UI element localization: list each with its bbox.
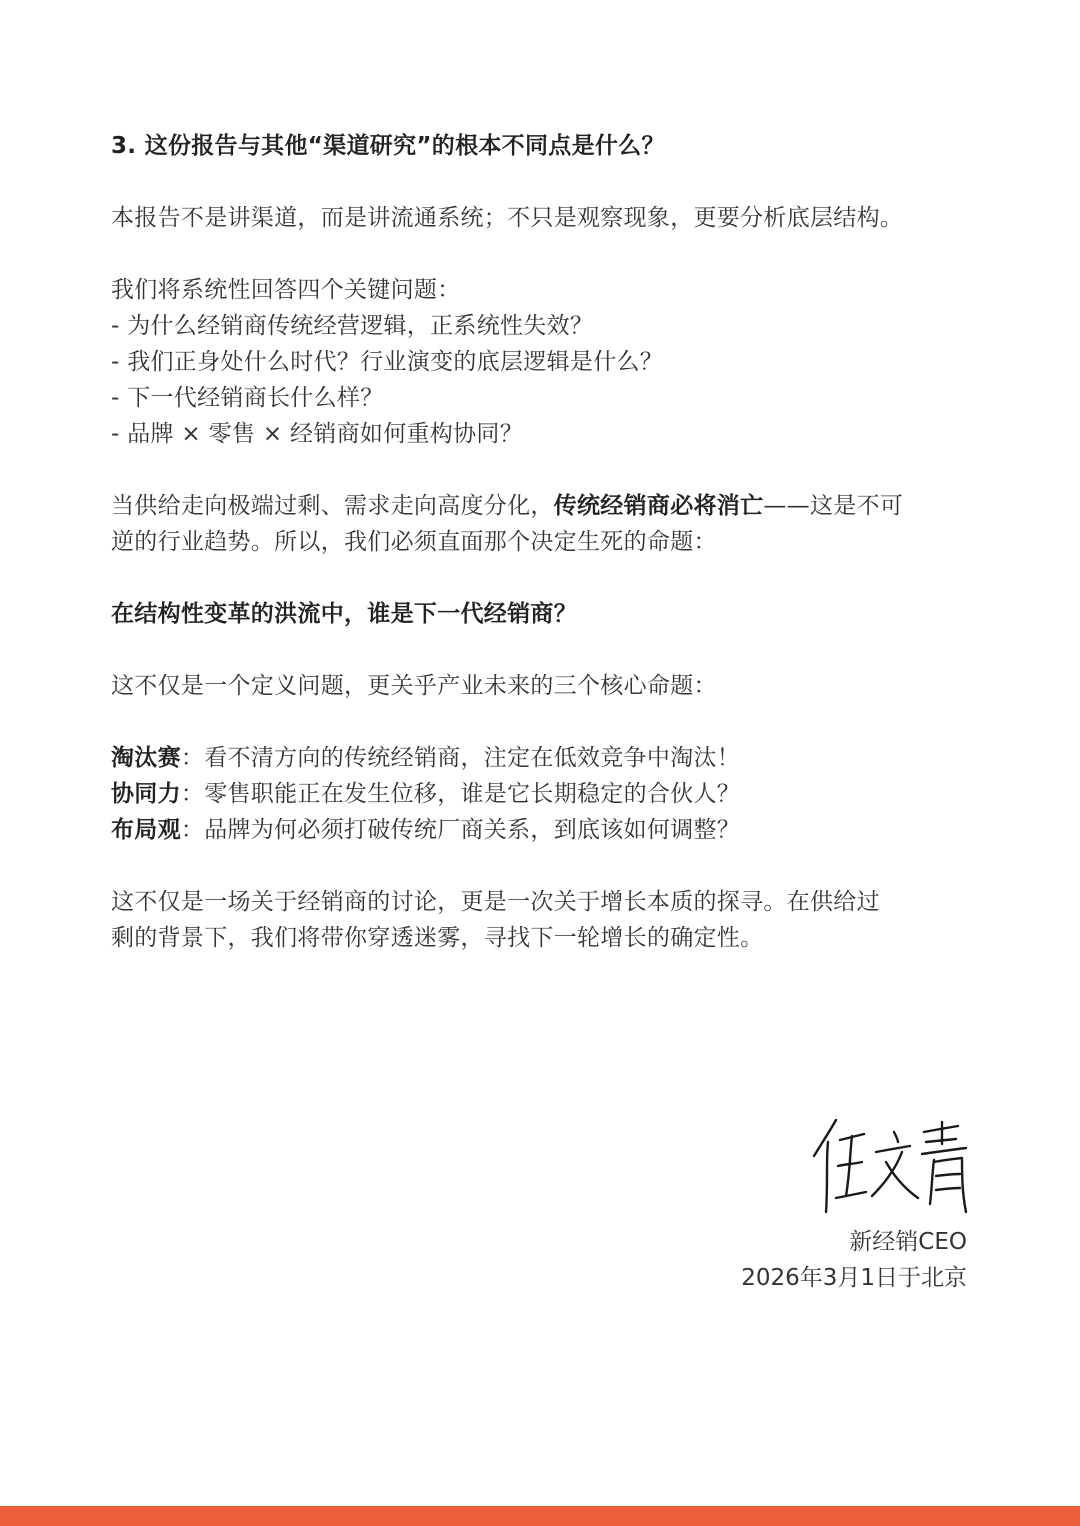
closing-paragraph-line-2: 剩的背景下，我们将带你穿透迷雾，寻找下一轮增长的确定性。 bbox=[111, 925, 764, 951]
proposition-item bbox=[111, 776, 971, 812]
key-question: 在结构性变革的洪流中，谁是下一代经销商？ bbox=[111, 601, 577, 627]
question-item: - 我们正身处什么时代？行业演变的底层逻辑是什么？ bbox=[111, 349, 664, 375]
section-heading: 3. 这份报告与其他“渠道研究”的根本不同点是什么？ bbox=[111, 133, 665, 159]
proposition-item bbox=[111, 740, 971, 776]
intro-paragraph: 本报告不是讲渠道，而是讲流通系统；不只是观察现象，更要分析底层结构。 bbox=[111, 205, 904, 231]
bottom-accent-bar bbox=[0, 1506, 1080, 1526]
question-item: - 为什么经销商传统经营逻辑，正系统性失效？ bbox=[111, 313, 594, 339]
proposition-text: ：品牌为何必须打破传统厂商关系，到底该如何调整？ bbox=[180, 817, 741, 843]
questions-lead: 我们将系统性回答四个关键问题： bbox=[111, 277, 461, 303]
article-body bbox=[111, 128, 971, 956]
closing-paragraph-line-1: 这不仅是一场关于经销商的讨论，更是一次关于增长本质的探寻。在供给过 bbox=[111, 889, 880, 915]
proposition-term: 协同力 bbox=[111, 781, 181, 807]
question-item: - 下一代经销商长什么样？ bbox=[111, 385, 384, 411]
trend-bold-statement: 传统经销商必将消亡 bbox=[553, 493, 764, 519]
signature-block bbox=[741, 1224, 967, 1296]
signature-date-place: 2026年3月1日于北京 bbox=[741, 1265, 967, 1291]
proposition-item bbox=[111, 812, 971, 848]
trend-paragraph-line-1 bbox=[111, 488, 971, 524]
propositions-lead: 这不仅是一个定义问题，更关乎产业未来的三个核心命题： bbox=[111, 673, 717, 699]
proposition-term: 淘汰赛 bbox=[111, 745, 181, 771]
handwritten-signature bbox=[806, 1112, 976, 1222]
proposition-term: 布局观 bbox=[111, 817, 181, 843]
proposition-text: ：零售职能正在发生位移，谁是它长期稳定的合伙人？ bbox=[180, 781, 741, 807]
signatory-title: 新经销CEO bbox=[849, 1229, 967, 1255]
trend-paragraph-line-2: 逆的行业趋势。所以，我们必须直面那个决定生死的命题： bbox=[111, 529, 717, 555]
proposition-text: ：看不清方向的传统经销商，注定在低效竞争中淘汰！ bbox=[180, 745, 741, 771]
trend-prefix: 当供给走向极端过剩、需求走向高度分化， bbox=[111, 493, 554, 519]
trend-suffix: ——这是不可 bbox=[763, 493, 904, 519]
question-item: - 品牌 × 零售 × 经销商如何重构协同？ bbox=[111, 421, 523, 447]
